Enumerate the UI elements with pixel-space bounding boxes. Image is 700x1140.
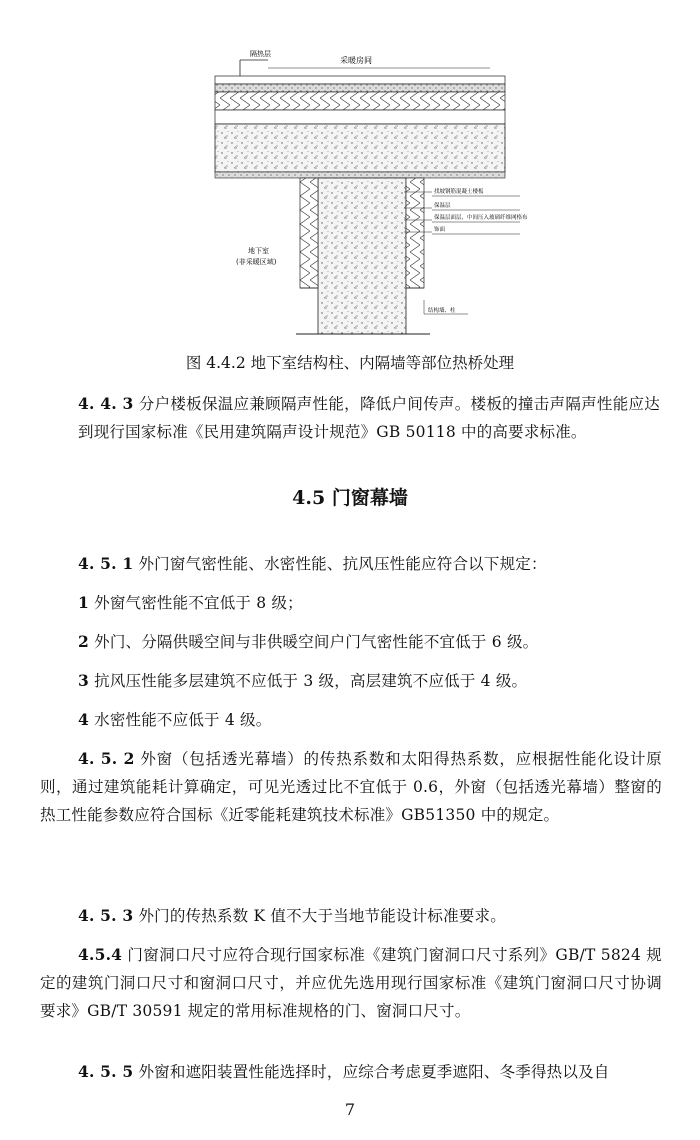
clause-text: 外门窗气密性能、水密性能、抗风压性能应符合以下规定： bbox=[133, 555, 547, 573]
list-item bbox=[78, 628, 660, 656]
page-number: 7 bbox=[344, 1100, 356, 1119]
label-basement: 地下室 bbox=[248, 247, 269, 255]
section-title: 4.5 门窗幕墙 bbox=[292, 487, 408, 509]
paragraph-4-5-5 bbox=[78, 1058, 660, 1086]
clause-text: 门窗洞口尺寸应符合现行国家标准《建筑门窗洞口尺寸系列》GB/T 5824 规定的建筑门洞口尺寸和窗洞口尺寸，并应优先选用现行国家标准《建筑门窗洞口尺寸协调要求》GB/T 30591 规定的常用标准规格的门、窗洞口尺寸。 bbox=[40, 946, 662, 1020]
clause-number: 4. 5. 2 bbox=[78, 749, 135, 768]
list-text: 外门、分隔供暖空间与非供暖空间户门气密性能不宜低于 6 级。 bbox=[89, 633, 539, 651]
list-item bbox=[78, 706, 660, 734]
clause-text: 外窗（包括透光幕墙）的传热系数和太阳得热系数，应根据性能化设计原则，通过建筑能耗计算确定，可见光透过比不宜低于 0.6，外窗（包括透光幕墙）整窗的热工性能参数应符合国标《近零能耗建筑技术标准》GB51350 中的规定。 bbox=[40, 750, 663, 824]
structural-column bbox=[318, 178, 406, 334]
list-item bbox=[78, 589, 660, 617]
paragraph-4-5-4 bbox=[40, 941, 662, 1025]
legend-item: 饰面 bbox=[434, 227, 446, 233]
list-text: 抗风压性能多层建筑不应低于 3 级，高层建筑不应低于 4 级。 bbox=[89, 672, 528, 690]
legend-item: 保温层 bbox=[434, 203, 451, 209]
clause-text: 分户楼板保温应兼顾隔声性能，降低户间传声。楼板的撞击声隔声性能应达到现行国家标准《民用建筑隔声设计规范》GB 50118 中的高要求标准。 bbox=[78, 395, 661, 441]
paragraph-4-5-2 bbox=[40, 745, 662, 829]
list-number: 2 bbox=[78, 632, 89, 651]
legend-item: 找坡钢筋混凝土楼板 bbox=[434, 189, 484, 195]
clause-number: 4. 4. 3 bbox=[78, 394, 134, 413]
label-bottom: 结构墙、柱 bbox=[428, 308, 456, 314]
figure-caption: 图 4.4.2 地下室结构柱、内隔墙等部位热桥处理 bbox=[185, 354, 515, 372]
paragraph-4-4-3 bbox=[78, 390, 660, 446]
list-item bbox=[78, 667, 660, 695]
thermal-bridge-drawing bbox=[0, 0, 700, 345]
label-basement-sub: (非采暖区域) bbox=[236, 258, 277, 266]
clause-text: 外窗和遮阳装置性能选择时，应综合考虑夏季遮阳、冬季得热以及自 bbox=[133, 1063, 610, 1081]
paragraph-4-5-3 bbox=[78, 902, 660, 930]
legend-item: 保温层面层，中间压入玻璃纤维网格布 bbox=[434, 215, 528, 221]
clause-number: 4. 5. 1 bbox=[78, 554, 134, 573]
label-top-left: 隔热层 bbox=[250, 50, 271, 58]
list-text: 外窗气密性能不宜低于 8 级； bbox=[89, 594, 303, 612]
list-number: 4 bbox=[78, 710, 89, 729]
clause-number: 4.5.4 bbox=[78, 945, 123, 964]
clause-number: 4. 5. 3 bbox=[78, 906, 134, 925]
figure-detail-drawing bbox=[0, 0, 700, 345]
list-text: 水密性能不应低于 4 级。 bbox=[89, 711, 272, 729]
list-number: 3 bbox=[78, 671, 89, 690]
clause-number: 4. 5. 5 bbox=[78, 1062, 134, 1081]
list-number: 1 bbox=[78, 593, 89, 612]
label-room: 采暖房间 bbox=[340, 56, 372, 65]
clause-text: 外门的传热系数 K 值不大于当地节能设计标准要求。 bbox=[133, 907, 506, 925]
paragraph-4-5-1 bbox=[78, 550, 660, 578]
